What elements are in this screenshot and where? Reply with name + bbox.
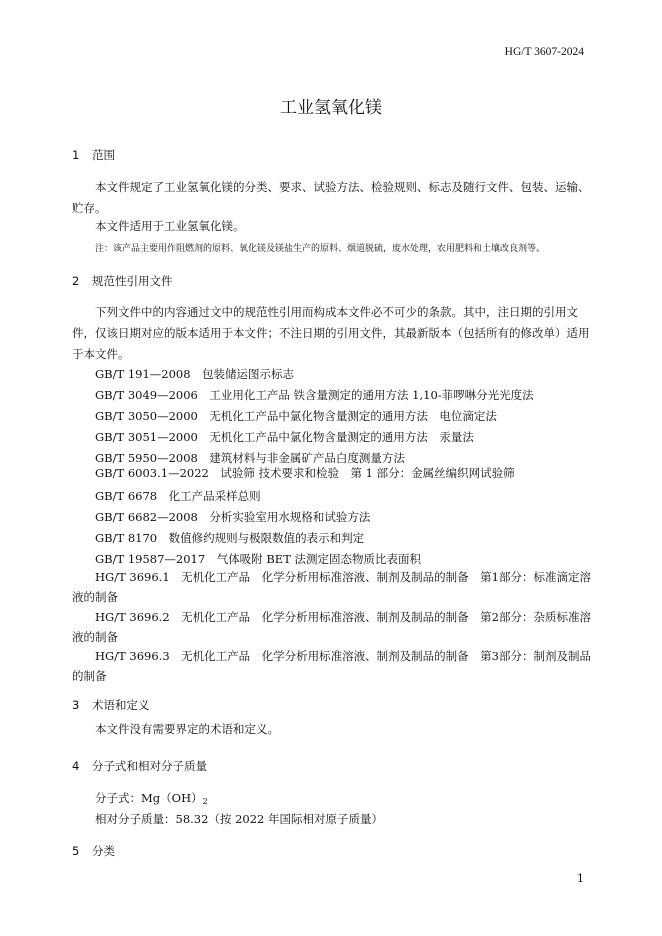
page-number: 1 bbox=[577, 872, 584, 885]
ref-item: GB/T 3050—2000 无机化工产品中氯化物含量测定的通用方法 电位滴定法 bbox=[95, 409, 497, 423]
section-2-heading bbox=[72, 273, 173, 289]
section-3-heading bbox=[72, 697, 150, 713]
ref-item-hg-3696-1: HG/T 3696.1 无机化工产品 化学分析用标准溶液、制剂及制品的制备 第1部分：标准滴定溶液的制备 bbox=[72, 570, 591, 604]
ref-item: GB/T 191—2008 包装储运图示标志 bbox=[95, 367, 295, 381]
formula-subscript: 2 bbox=[202, 797, 208, 806]
section-title: 规范性引用文件 bbox=[92, 274, 173, 288]
ref-item: GB/T 6003.1—2022 试验筛 技术要求和检验 第 1 部分：金属丝编织网试验筛 bbox=[95, 466, 515, 480]
ref-item: GB/T 19587—2017 气体吸附 BET 法测定固态物质比表面积 bbox=[95, 552, 422, 566]
ref-item-hg-3696-3: HG/T 3696.3 无机化工产品 化学分析用标准溶液、制剂及制品的制备 第3部分：制剂及制品的制备 bbox=[72, 649, 591, 683]
section-title: 分类 bbox=[92, 844, 115, 858]
scope-note: 注：该产品主要用作阻燃剂的原料、氧化镁及镁盐生产的原料、烟道脱硫，废水处理，农用肥料和土壤改良剂等。 bbox=[95, 244, 546, 254]
section-4-heading bbox=[72, 758, 207, 774]
section-title: 范围 bbox=[92, 148, 115, 162]
ref-item: GB/T 3051—2000 无机化工产品中氯化物含量测定的通用方法 汞量法 bbox=[95, 430, 474, 444]
scope-paragraph-1: 本文件规定了工业氢氧化镁的分类、要求、试验方法、检验规则、标志及随行文件、包装、运输、贮存。 bbox=[72, 180, 590, 215]
section-number: 2 bbox=[72, 274, 80, 288]
section-number: 5 bbox=[72, 844, 80, 858]
section-number: 4 bbox=[72, 759, 80, 773]
section-5-heading bbox=[72, 843, 115, 859]
ref-item: GB/T 6682—2008 分析实验室用水规格和试验方法 bbox=[95, 510, 371, 524]
scope-paragraph-2: 本文件适用于工业氢氧化镁。 bbox=[95, 219, 245, 233]
section-title: 分子式和相对分子质量 bbox=[92, 759, 207, 773]
formula-label: 分子式：Mg（OH） bbox=[95, 791, 203, 805]
section-number: 3 bbox=[72, 698, 80, 712]
section-1-heading bbox=[72, 147, 115, 163]
molecular-mass: 相对分子质量：58.32（按 2022 年国际相对原子质量） bbox=[95, 812, 383, 826]
ref-item: GB/T 3049—2006 工业用化工产品 铁含量测定的通用方法 1,10-菲啰啉分光光度法 bbox=[95, 388, 534, 402]
standard-code: HG/T 3607-2024 bbox=[504, 46, 584, 58]
terms-text: 本文件没有需要界定的术语和定义。 bbox=[95, 722, 279, 736]
ref-item: GB/T 5950—2008 建筑材料与非金属矿产品白度测量方法 bbox=[95, 451, 405, 465]
ref-item: GB/T 8170 数值修约规则与极限数值的表示和判定 bbox=[95, 531, 365, 545]
ref-item-hg-3696-2: HG/T 3696.2 无机化工产品 化学分析用标准溶液、制剂及制品的制备 第2部分：杂质标准溶液的制备 bbox=[72, 610, 591, 644]
ref-item: GB/T 6678 化工产品采样总则 bbox=[95, 489, 261, 503]
document-title: 工业氢氧化镁 bbox=[280, 98, 382, 118]
section-title: 术语和定义 bbox=[92, 698, 150, 712]
section-number: 1 bbox=[72, 148, 80, 162]
molecular-formula bbox=[95, 790, 208, 806]
refs-intro: 下列文件中的内容通过文中的规范性引用而构成本文件必不可少的条款。其中，注日期的引用文件，仅该日期对应的版本适用于本文件；不注日期的引用文件，其最新版本（包括所有的修改单）适用于本文件。 bbox=[72, 305, 590, 361]
